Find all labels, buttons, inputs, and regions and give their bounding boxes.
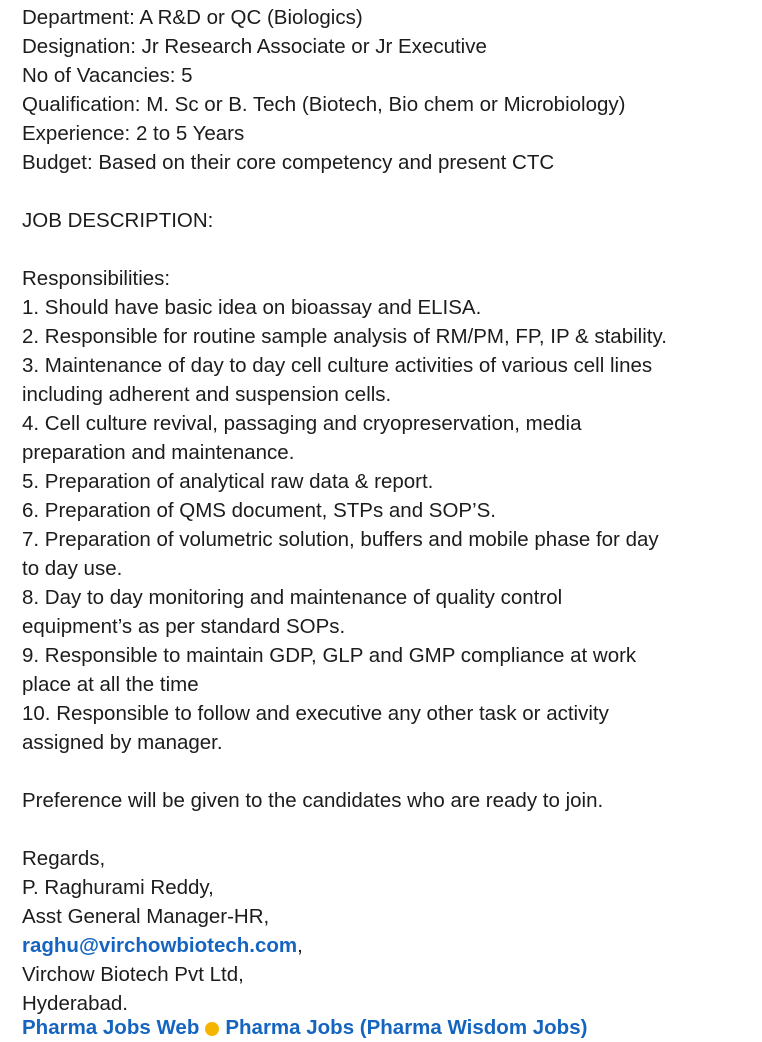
responsibility-item-4-cont: preparation and maintenance.	[22, 441, 295, 464]
responsibility-item-2: 2. Responsible for routine sample analysis of RM/PM, FP, IP & stability.	[22, 325, 667, 348]
budget-line: Budget: Based on their core competency and present CTC	[22, 151, 555, 174]
signer-name: P. Raghurami Reddy,	[22, 876, 214, 899]
responsibility-item-6: 6. Preparation of QMS document, STPs and SOP’S.	[22, 499, 497, 522]
responsibility-item-4: 4. Cell culture revival, passaging and cryopreservation, media	[22, 412, 582, 435]
responsibility-item-3-cont: including adherent and suspension cells.	[22, 383, 392, 406]
spacer	[22, 815, 744, 844]
spacer	[22, 757, 744, 786]
qualification-line: Qualification: M. Sc or B. Tech (Biotech, Bio chem or Microbiology)	[22, 93, 626, 116]
vacancies-line: No of Vacancies: 5	[22, 64, 193, 87]
regards-line: Regards,	[22, 847, 106, 870]
designation-line: Designation: Jr Research Associate or Jr Executive	[22, 35, 487, 58]
responsibility-item-10: 10. Responsible to follow and executive any other task or activity	[22, 702, 609, 725]
signature-block	[22, 844, 744, 1018]
footer-links	[22, 1013, 587, 1042]
responsibility-item-3: 3. Maintenance of day to day cell culture activities of various cell lines	[22, 354, 653, 377]
responsibility-item-5: 5. Preparation of analytical raw data & report.	[22, 470, 434, 493]
responsibility-item-7: 7. Preparation of volumetric solution, buffers and mobile phase for day	[22, 528, 659, 551]
experience-line: Experience: 2 to 5 Years	[22, 122, 245, 145]
footer-link-right[interactable]: Pharma Jobs (Pharma Wisdom Jobs)	[225, 1016, 588, 1039]
responsibility-item-9: 9. Responsible to maintain GDP, GLP and GMP compliance at work	[22, 644, 637, 667]
responsibilities-title: Responsibilities:	[22, 267, 171, 290]
email-line	[22, 931, 744, 960]
responsibilities-list	[22, 293, 744, 757]
email-suffix: ,	[297, 934, 303, 957]
email-link[interactable]: raghu@virchowbiotech.com	[22, 934, 298, 957]
job-post	[22, 3, 744, 1018]
spacer	[22, 235, 744, 264]
preference-note: Preference will be given to the candidates who are ready to join.	[22, 789, 604, 812]
department-line: Department: A R&D or QC (Biologics)	[22, 6, 363, 29]
footer-link-left[interactable]: Pharma Jobs Web	[22, 1016, 200, 1039]
signer-title: Asst General Manager-HR,	[22, 905, 270, 928]
responsibility-item-8: 8. Day to day monitoring and maintenance of quality control	[22, 586, 563, 609]
spacer	[22, 177, 744, 206]
city-line: Hyderabad.	[22, 992, 128, 1015]
responsibility-item-10-cont: assigned by manager.	[22, 731, 223, 754]
responsibility-item-1: 1. Should have basic idea on bioassay and ELISA.	[22, 296, 482, 319]
responsibility-item-7-cont: to day use.	[22, 557, 123, 580]
job-description-title: JOB DESCRIPTION:	[22, 209, 214, 232]
responsibility-item-9-cont: place at all the time	[22, 673, 199, 696]
responsibility-item-8-cont: equipment’s as per standard SOPs.	[22, 615, 346, 638]
company-line: Virchow Biotech Pvt Ltd,	[22, 963, 244, 986]
